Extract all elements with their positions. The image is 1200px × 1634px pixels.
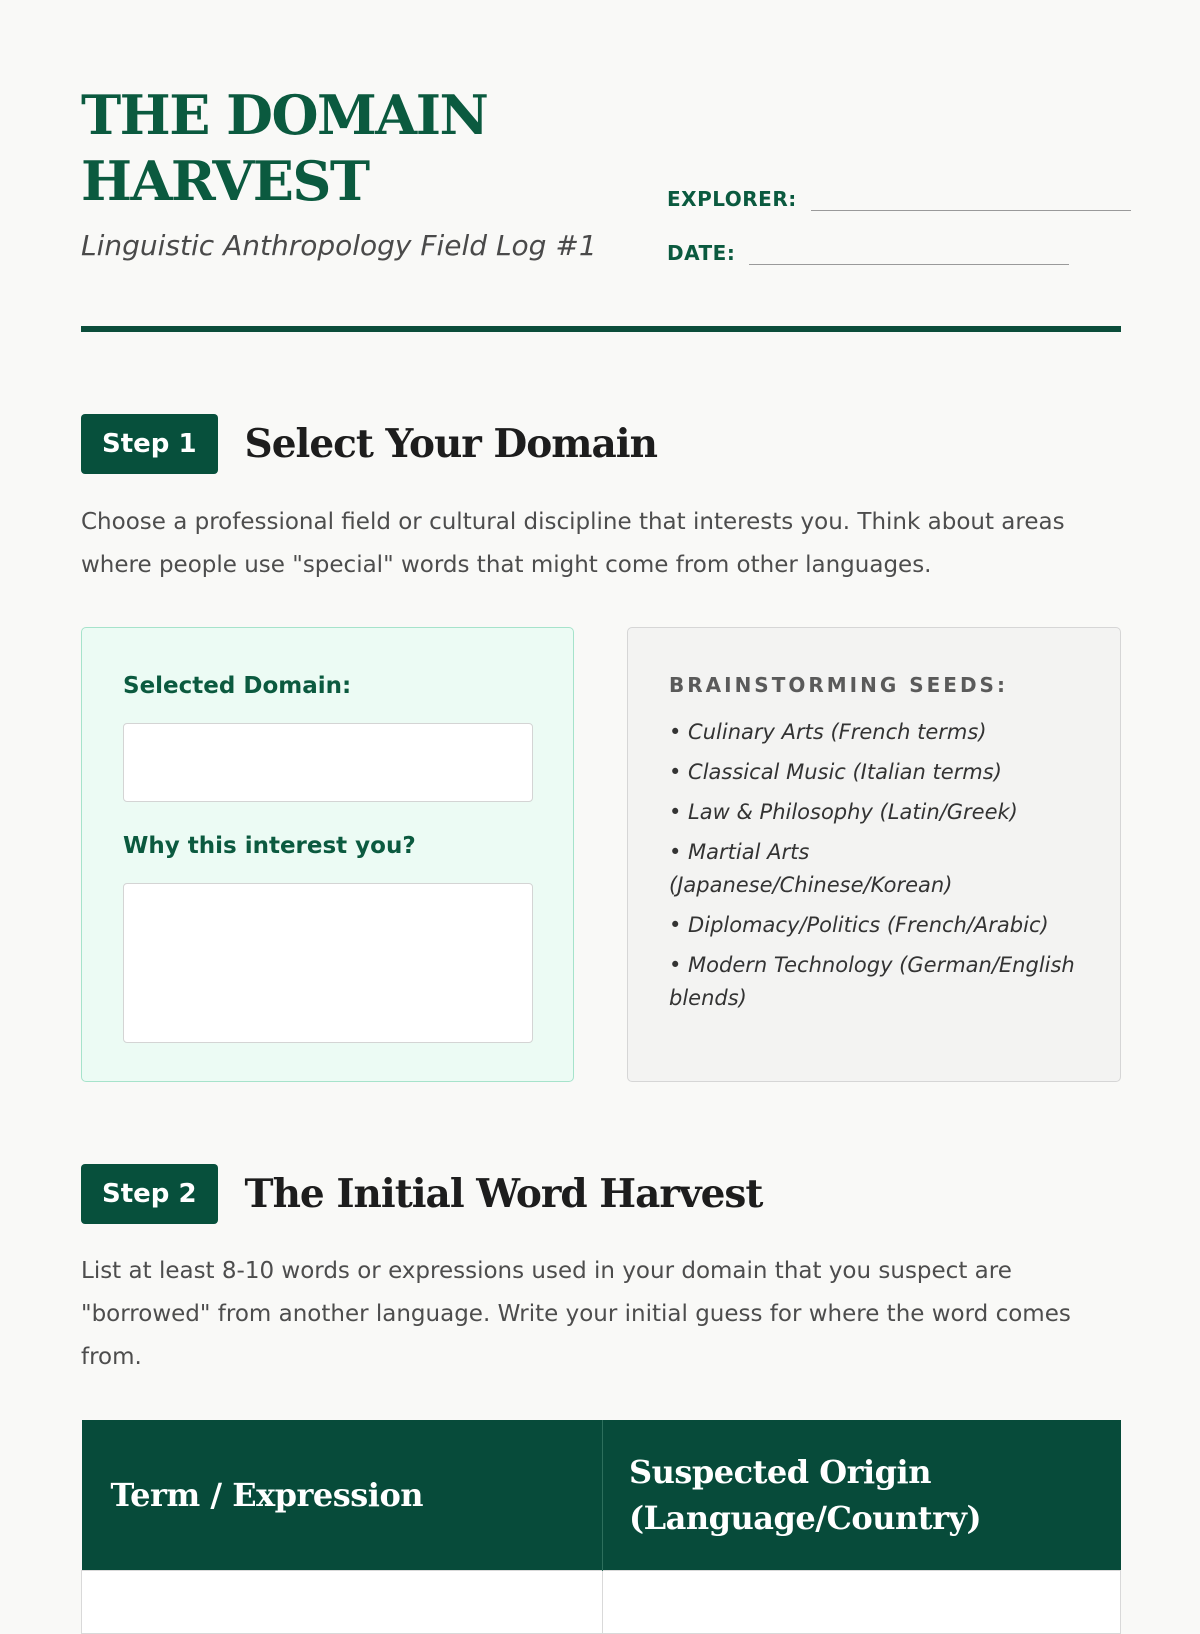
term-cell[interactable] bbox=[82, 1570, 603, 1633]
origin-cell[interactable] bbox=[603, 1570, 1121, 1633]
explorer-line[interactable] bbox=[811, 184, 1131, 211]
why-interest-label: Why this interest you? bbox=[123, 833, 416, 859]
seeds-list bbox=[669, 716, 1089, 1022]
explorer-field bbox=[667, 184, 1131, 211]
step1-badge: Step 1 bbox=[81, 414, 218, 474]
why-interest-textarea[interactable] bbox=[123, 883, 533, 1043]
step1-header bbox=[81, 414, 657, 474]
step2-badge: Step 2 bbox=[81, 1164, 218, 1224]
step2-title: The Initial Word Harvest bbox=[244, 1171, 763, 1217]
table-row bbox=[82, 1570, 1121, 1633]
seed-item: • Classical Music (Italian terms) bbox=[669, 760, 1002, 784]
date-line[interactable] bbox=[749, 238, 1069, 265]
header-divider bbox=[81, 326, 1121, 332]
explorer-label: EXPLORER: bbox=[667, 187, 797, 211]
column-header-origin: Suspected Origin (Language/Country) bbox=[603, 1420, 1121, 1570]
brainstorming-seeds-box bbox=[627, 627, 1121, 1082]
step1-description: Choose a professional field or cultural discipline that interests you. Think about areas where people use "special" words that might come from other languages. bbox=[81, 509, 1065, 578]
column-header-term: Term / Expression bbox=[82, 1420, 603, 1570]
page-subtitle: Linguistic Anthropology Field Log #1 bbox=[81, 229, 597, 262]
date-field bbox=[667, 238, 1069, 265]
date-label: DATE: bbox=[667, 241, 736, 265]
seed-item: • Culinary Arts (French terms) bbox=[669, 720, 987, 744]
word-harvest-table bbox=[81, 1420, 1121, 1634]
domain-selection-box bbox=[81, 627, 574, 1082]
seed-item: • Modern Technology (German/English blends) bbox=[669, 953, 1075, 1010]
seed-item: • Law & Philosophy (Latin/Greek) bbox=[669, 800, 1018, 824]
seed-item: • Diplomacy/Politics (French/Arabic) bbox=[669, 913, 1049, 937]
selected-domain-input[interactable] bbox=[123, 723, 533, 802]
table-header-row bbox=[82, 1420, 1121, 1570]
seed-item: • Martial Arts (Japanese/Chinese/Korean) bbox=[669, 840, 953, 897]
seeds-title: BRAINSTORMING SEEDS: bbox=[669, 673, 1008, 697]
page-title: THE DOMAIN HARVEST bbox=[81, 83, 488, 213]
step2-description: List at least 8-10 words or expressions used in your domain that you suspect are "borrowed" from another language. Write your initial guess for where the word comes from. bbox=[81, 1258, 1071, 1370]
step1-title: Select Your Domain bbox=[244, 421, 657, 467]
step2-header bbox=[81, 1164, 762, 1224]
selected-domain-label: Selected Domain: bbox=[123, 673, 352, 699]
